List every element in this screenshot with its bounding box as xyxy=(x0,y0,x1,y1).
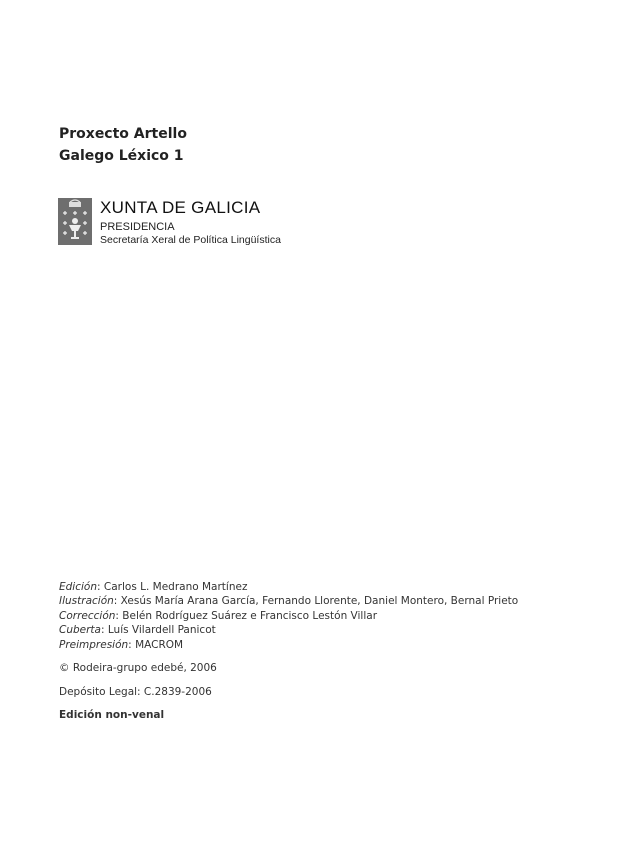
credit-correction: Corrección: Belén Rodríguez Suárez e Francisco Lestón Villar xyxy=(59,610,378,622)
legal-deposit: Depósito Legal: C.2839-2006 xyxy=(59,686,212,698)
credit-value: Belén Rodríguez Suárez e Francisco Lestón Villar xyxy=(122,610,378,622)
credit-prepress: Preimpresión: MACROM xyxy=(59,639,184,651)
galicia-coat-of-arms-icon xyxy=(58,198,92,245)
edition-note: Edición non-venal xyxy=(59,709,165,721)
secretariat-name: Secretaría Xeral de Política Lingüística xyxy=(100,234,281,246)
copyright-notice: © Rodeira-grupo edebé, 2006 xyxy=(59,662,217,674)
credit-label: Corrección xyxy=(59,610,116,622)
credit-label: Preimpresión xyxy=(59,639,129,651)
credit-edition: Edición: Carlos L. Medrano Martínez xyxy=(59,581,248,593)
xunta-de-galicia-logo-text: XUNTA DE GALICIA xyxy=(100,198,261,217)
credit-value: Carlos L. Medrano Martínez xyxy=(103,581,248,593)
credit-label: Cuberta xyxy=(59,624,101,636)
credit-value: Luís Vilardell Panicot xyxy=(107,624,216,636)
credit-label: Edición xyxy=(59,581,97,593)
credit-value: MACROM xyxy=(135,639,184,651)
department-name: PRESIDENCIA xyxy=(100,221,175,233)
credit-illustration: Ilustración: Xesús María Arana García, Fernando Llorente, Daniel Montero, Bernal Prieto xyxy=(59,595,519,607)
credit-label: Ilustración xyxy=(59,595,114,607)
credit-value: Xesús María Arana García, Fernando Llorente, Daniel Montero, Bernal Prieto xyxy=(120,595,519,607)
book-title: Galego Léxico 1 xyxy=(59,148,184,164)
credit-cover: Cuberta: Luís Vilardell Panicot xyxy=(59,624,216,636)
book-series-title: Proxecto Artello xyxy=(59,126,187,142)
